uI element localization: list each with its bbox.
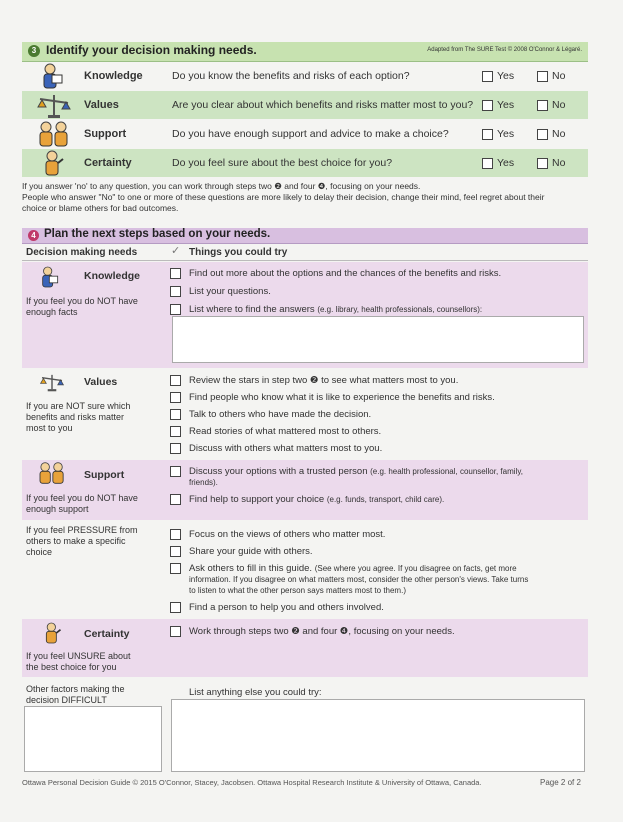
- support-yes-checkbox[interactable]: [482, 129, 493, 140]
- knowledge-left-2: enough facts: [26, 307, 78, 317]
- pressure-action-3-sub-3: to listen to what the other person says matters most to them.): [189, 586, 406, 595]
- values-section-label: Values: [84, 376, 118, 388]
- step3-title: Identify your decision making needs.: [46, 43, 257, 57]
- step3-note-1: If you answer 'no' to any question, you can work through steps two ❷ and four ❹, focusing on your needs.: [22, 181, 421, 191]
- other-right-label: List anything else you could try:: [189, 687, 322, 698]
- step4-header: [22, 228, 588, 244]
- values-no-checkbox[interactable]: [537, 100, 548, 111]
- values-action-4-checkbox[interactable]: [170, 426, 181, 437]
- other-things-textbox[interactable]: [171, 699, 585, 772]
- knowledge-action-3-sub: (e.g. library, health professionals, counsellors):: [317, 305, 483, 314]
- knowledge-action-1-checkbox[interactable]: [170, 268, 181, 279]
- knowledge-answers-textbox[interactable]: [172, 316, 584, 363]
- step3-row-knowledge: [22, 62, 588, 90]
- step3-label-knowledge: Knowledge: [84, 70, 143, 82]
- other-left-1: Other factors making the: [26, 684, 125, 694]
- pressure-action-3-sub: (See where you agree. If you disagree on facts, get more: [314, 564, 517, 573]
- step3-row-certainty: [22, 149, 588, 177]
- footer-copyright: Ottawa Personal Decision Guide © 2015 O'Connor, Stacey, Jacobsen. Ottawa Hospital Research Institute & University of Ottawa, Canada.: [22, 778, 482, 787]
- knowledge-person-icon: [36, 62, 72, 90]
- step3-row-support: [22, 120, 588, 148]
- step3-question-support: Do you have enough support and advice to make a choice?: [172, 128, 449, 140]
- step3-label-support: Support: [84, 128, 127, 140]
- pressure-action-1: Focus on the views of others who matter most.: [189, 529, 386, 540]
- pressure-action-3: [189, 563, 517, 574]
- knowledge-action-3-main: List where to find the answers: [189, 304, 315, 315]
- certainty-no-label: No: [552, 157, 566, 169]
- values-left-1: If you are NOT sure which: [26, 401, 131, 411]
- step4-number: 4: [28, 230, 39, 241]
- support-action-2-main: Find help to support your choice: [189, 494, 325, 505]
- values-action-5: Discuss with others what matters most to you.: [189, 443, 383, 454]
- support-people-icon: [36, 120, 72, 148]
- step3-row-values: [22, 91, 588, 119]
- support-yes-label: Yes: [497, 128, 515, 140]
- certainty-left-1: If you feel UNSURE about: [26, 651, 131, 661]
- step3-question-knowledge: Do you know the benefits and risks of each option?: [172, 70, 410, 82]
- other-left-2: decision DIFFICULT: [26, 695, 107, 705]
- values-action-3-checkbox[interactable]: [170, 409, 181, 420]
- support-people-icon-2: [36, 461, 68, 490]
- values-left-2: benefits and risks matter: [26, 412, 125, 422]
- pressure-action-4-checkbox[interactable]: [170, 602, 181, 613]
- check-mark-icon: ✓: [171, 245, 181, 257]
- pressure-left-1: If you feel PRESSURE from: [26, 525, 138, 535]
- knowledge-left-1: If you feel you do NOT have: [26, 296, 138, 306]
- pressure-action-3-cont-1: [189, 574, 528, 585]
- step3-question-certainty: Do you feel sure about the best choice for you?: [172, 157, 393, 169]
- knowledge-yes-label: Yes: [497, 70, 515, 82]
- support-left-1: If you feel you do NOT have: [26, 493, 138, 503]
- knowledge-person-icon-2: [36, 264, 66, 295]
- step4-title: Plan the next steps based on your needs.: [44, 228, 271, 240]
- pressure-action-1-checkbox[interactable]: [170, 529, 181, 540]
- pressure-left-2: others to make a specific: [26, 536, 126, 546]
- values-scale-icon: [36, 91, 72, 119]
- page-number: Page 2 of 2: [540, 778, 581, 787]
- step3-header: [22, 42, 588, 62]
- pressure-action-2-checkbox[interactable]: [170, 546, 181, 557]
- values-no-label: No: [552, 99, 566, 111]
- values-left-3: most to you: [26, 423, 73, 433]
- step3-label-certainty: Certainty: [84, 157, 132, 169]
- other-factors-textbox[interactable]: [24, 706, 162, 772]
- certainty-action-1-checkbox[interactable]: [170, 626, 181, 637]
- knowledge-action-2: List your questions.: [189, 286, 271, 297]
- values-yes-checkbox[interactable]: [482, 100, 493, 111]
- values-scale-icon-2: [34, 372, 70, 397]
- certainty-person-icon-2: [38, 620, 68, 651]
- pressure-left-3: choice: [26, 547, 53, 557]
- col-things-to-try: Things you could try: [189, 247, 288, 258]
- pressure-action-3-cont-2: [189, 585, 406, 596]
- knowledge-action-3-checkbox[interactable]: [170, 304, 181, 315]
- values-action-2: Find people who know what it is like to experience the benefits and risks.: [189, 392, 495, 403]
- step3-label-values: Values: [84, 99, 119, 111]
- col-decision-needs: Decision making needs: [26, 247, 138, 258]
- knowledge-action-2-checkbox[interactable]: [170, 286, 181, 297]
- values-action-2-checkbox[interactable]: [170, 392, 181, 403]
- support-action-1-cont: [189, 477, 218, 488]
- knowledge-action-3: [189, 304, 482, 315]
- support-action-1: [189, 466, 523, 477]
- divider: [22, 260, 588, 261]
- support-left-2: enough support: [26, 504, 89, 514]
- values-yes-label: Yes: [497, 99, 515, 111]
- values-action-1-checkbox[interactable]: [170, 375, 181, 386]
- step3-question-values: Are you clear about which benefits and risks matter most to you?: [172, 99, 474, 111]
- certainty-section-label: Certainty: [84, 628, 130, 640]
- pressure-action-3-main: Ask others to fill in this guide.: [189, 563, 313, 574]
- step3-number: 3: [28, 45, 40, 57]
- values-action-5-checkbox[interactable]: [170, 443, 181, 454]
- step3-note-3: choice or blame others for bad outcomes.: [22, 203, 179, 213]
- certainty-no-checkbox[interactable]: [537, 158, 548, 169]
- support-no-checkbox[interactable]: [537, 129, 548, 140]
- support-action-1-sub: (e.g. health professional, counsellor, family,: [370, 467, 523, 476]
- support-action-2-sub: (e.g. funds, transport, child care).: [326, 495, 445, 504]
- values-action-4: Read stories of what mattered most to others.: [189, 426, 382, 437]
- step3-adapted-note: Adapted from The SURE Test © 2008 O'Connor & Légaré.: [427, 47, 582, 53]
- support-no-label: No: [552, 128, 566, 140]
- knowledge-no-label: No: [552, 70, 566, 82]
- knowledge-yes-checkbox[interactable]: [482, 71, 493, 82]
- knowledge-action-1: Find out more about the options and the chances of the benefits and risks.: [189, 268, 502, 279]
- support-action-1-sub-2: friends).: [189, 478, 218, 487]
- support-section-label: Support: [84, 469, 125, 481]
- support-action-2: [189, 494, 444, 505]
- certainty-yes-label: Yes: [497, 157, 515, 169]
- certainty-yes-checkbox[interactable]: [482, 158, 493, 169]
- certainty-left-2: the best choice for you: [26, 662, 117, 672]
- pressure-action-4: Find a person to help you and others involved.: [189, 602, 384, 613]
- support-action-1-main: Discuss your options with a trusted person: [189, 466, 368, 477]
- certainty-action-1: Work through steps two ❷ and four ❹, focusing on your needs.: [189, 626, 455, 637]
- pressure-action-3-checkbox[interactable]: [170, 563, 181, 574]
- pressure-action-2: Share your guide with others.: [189, 546, 313, 557]
- knowledge-no-checkbox[interactable]: [537, 71, 548, 82]
- step3-note-2: People who answer "No" to one or more of these questions are more likely to delay their decision, change their mind, feel regret about their: [22, 192, 545, 202]
- values-action-3: Talk to others who have made the decision.: [189, 409, 372, 420]
- pressure-action-3-sub-2: information. If you disagree on what matters most, consider the other person's views. Take turns: [189, 575, 529, 584]
- knowledge-section-label: Knowledge: [84, 270, 141, 282]
- values-action-1: Review the stars in step two ❷ to see what matters most to you.: [189, 375, 459, 386]
- support-action-2-checkbox[interactable]: [170, 494, 181, 505]
- support-action-1-checkbox[interactable]: [170, 466, 181, 477]
- certainty-person-icon: [36, 149, 72, 177]
